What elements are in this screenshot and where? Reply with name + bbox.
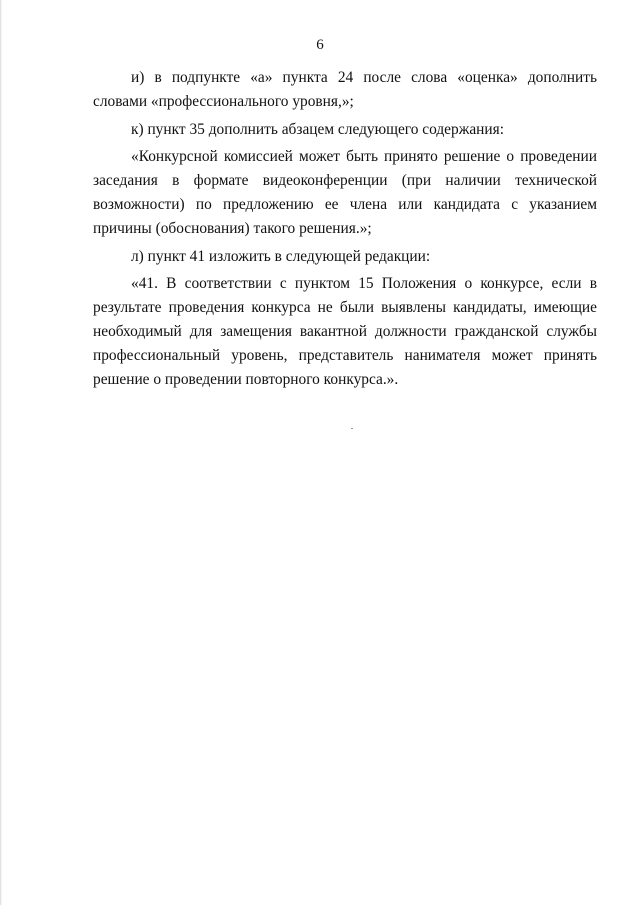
paragraph-subitem-l: л) пункт 41 изложить в следующей редакции: bbox=[131, 247, 431, 265]
page-number: 6 bbox=[316, 37, 324, 53]
paragraph-quote-item-41: «41. В соответствии с пунктом 15 Положения о конкурсе, если в результате проведения конкурса не были выявлены кандидаты, имеющие необходимый для замещения вакантной должности гражданской службы профессиональный уровень, представитель нанимателя может принять решение о проведении повторного конкурса.». bbox=[93, 275, 597, 388]
scan-edge-shadow bbox=[0, 0, 2, 905]
paragraph-subitem-k: к) пункт 35 дополнить абзацем следующего содержания: bbox=[131, 120, 504, 138]
paragraph-quote-commission: «Конкурсной комиссией может быть принято решение о проведении заседания в формате видеоконференции (при наличии технической возможности) по предложению ее члена или кандидата с указанием причины (обоснования) такого решения.»; bbox=[93, 148, 597, 237]
paragraph-subitem-i: и) в подпункте «а» пункта 24 после слова «оценка» дополнить словами «профессионального уровня,»; bbox=[93, 69, 597, 110]
scan-speck bbox=[351, 428, 353, 429]
document-body bbox=[93, 66, 597, 391]
